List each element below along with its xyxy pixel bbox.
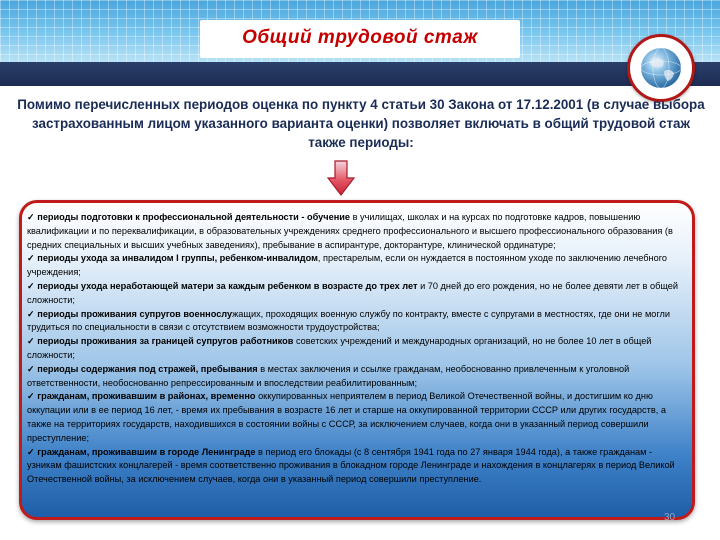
period-item — [27, 363, 689, 391]
period-item — [27, 280, 689, 308]
globe-icon — [639, 46, 683, 90]
check-icon: ✓ — [27, 363, 38, 374]
period-item-text: жащих, проходящих военную службу по контракту, вместе с супругами в местностях, где они не могли трудиться по специальности в связи с отсутствием возможности трудоустройства; — [27, 308, 671, 333]
check-icon: ✓ — [27, 280, 38, 291]
check-icon: ✓ — [27, 446, 38, 457]
period-item-text: в период его блокады (с 8 сентября 1941 года по 27 января 1944 года), а также гражданам - узникам фашистских концлагерей - время соответственно проживания в блокадном городе Ленинграде и нахождения в концлагерях в период Великой Отечественной войны, за исключением случаев, когда они в указанный период совершили преступление. — [27, 446, 675, 485]
period-item-text: и 70 дней до его рождения, но не более девяти лет в общей сложности; — [27, 280, 679, 305]
period-item — [27, 308, 689, 336]
period-item-text: советских учреждений и международных организаций, но не более 10 лет в общей сложности; — [27, 336, 652, 360]
period-item — [27, 335, 689, 363]
check-icon: ✓ — [27, 336, 38, 347]
periods-box — [19, 200, 695, 520]
period-item-text: в училищах, школах и на курсах по подготовке кадров, повышению квалификации и по переквалификации, в образовательных учреждениях среднего профессионального и высшего профессионального образования (в средних специальных и высших учебных заведениях), пребывание в аспирантуре, докторантуре, клинической ординатуре; — [27, 212, 673, 250]
down-arrow-icon — [327, 160, 355, 196]
period-item — [27, 390, 689, 445]
period-item-text: , престарелым, если он нуждается в постоянном уходе по заключению лечебного учреждения; — [27, 253, 667, 278]
period-item-heading: периоды содержания под стражей, пребывания — [37, 363, 258, 374]
globe-logo — [627, 34, 695, 102]
slide-title: Общий трудовой стаж — [242, 27, 478, 48]
period-item — [27, 446, 689, 487]
period-item-heading: гражданам, проживавшим в районах, временно — [37, 391, 256, 402]
period-item-heading: периоды подготовки к профессиональной деятельности - обучение — [37, 212, 351, 222]
period-item-heading: периоды проживания супругов военнослу — [37, 308, 233, 319]
period-item-heading: периоды ухода неработающей матери за каждым ребенком в возрасте до трех лет — [37, 280, 418, 291]
period-item-text: оккупированных неприятелем в период Великой Отечественной войны, и достигшим ко дню оккупации или в ее период 16 лет, - время их пребывания в возрасте 16 лет и старше на оккупированной территории СССР или других государств, а также на территориях государств, находившихся в состоянии войны с СССР, за исключением случаев, когда они в указанный период совершили преступление; — [27, 391, 666, 443]
period-item-heading: периоды проживания за границей супругов работников — [37, 336, 294, 347]
period-item-text: в местах заключения и ссылке гражданам, необоснованно привлеченным к уголовной ответственности, необоснованно репрессированным и впоследствии реабилитированным; — [27, 363, 630, 388]
check-icon: ✓ — [27, 253, 38, 264]
check-icon: ✓ — [27, 391, 38, 402]
check-icon: ✓ — [27, 212, 38, 222]
period-item — [27, 252, 689, 280]
intro-text: Помимо перечисленных периодов оценка по пункту 4 статьи 30 Закона от 17.12.2001 (в случае выбора застрахованным лицом указанного варианта оценки) позволяет включать в общий трудовой стаж также периоды: — [17, 97, 705, 150]
period-item-heading: периоды ухода за инвалидом I группы, ребенком-инвалидом — [37, 253, 318, 264]
page-number: 30 — [664, 512, 676, 523]
header-dark-bar — [0, 62, 720, 86]
period-item — [27, 211, 689, 252]
periods-list — [27, 211, 689, 487]
check-icon: ✓ — [27, 308, 38, 319]
period-item-heading: гражданам, проживавшим в городе Ленинграде — [37, 446, 256, 457]
